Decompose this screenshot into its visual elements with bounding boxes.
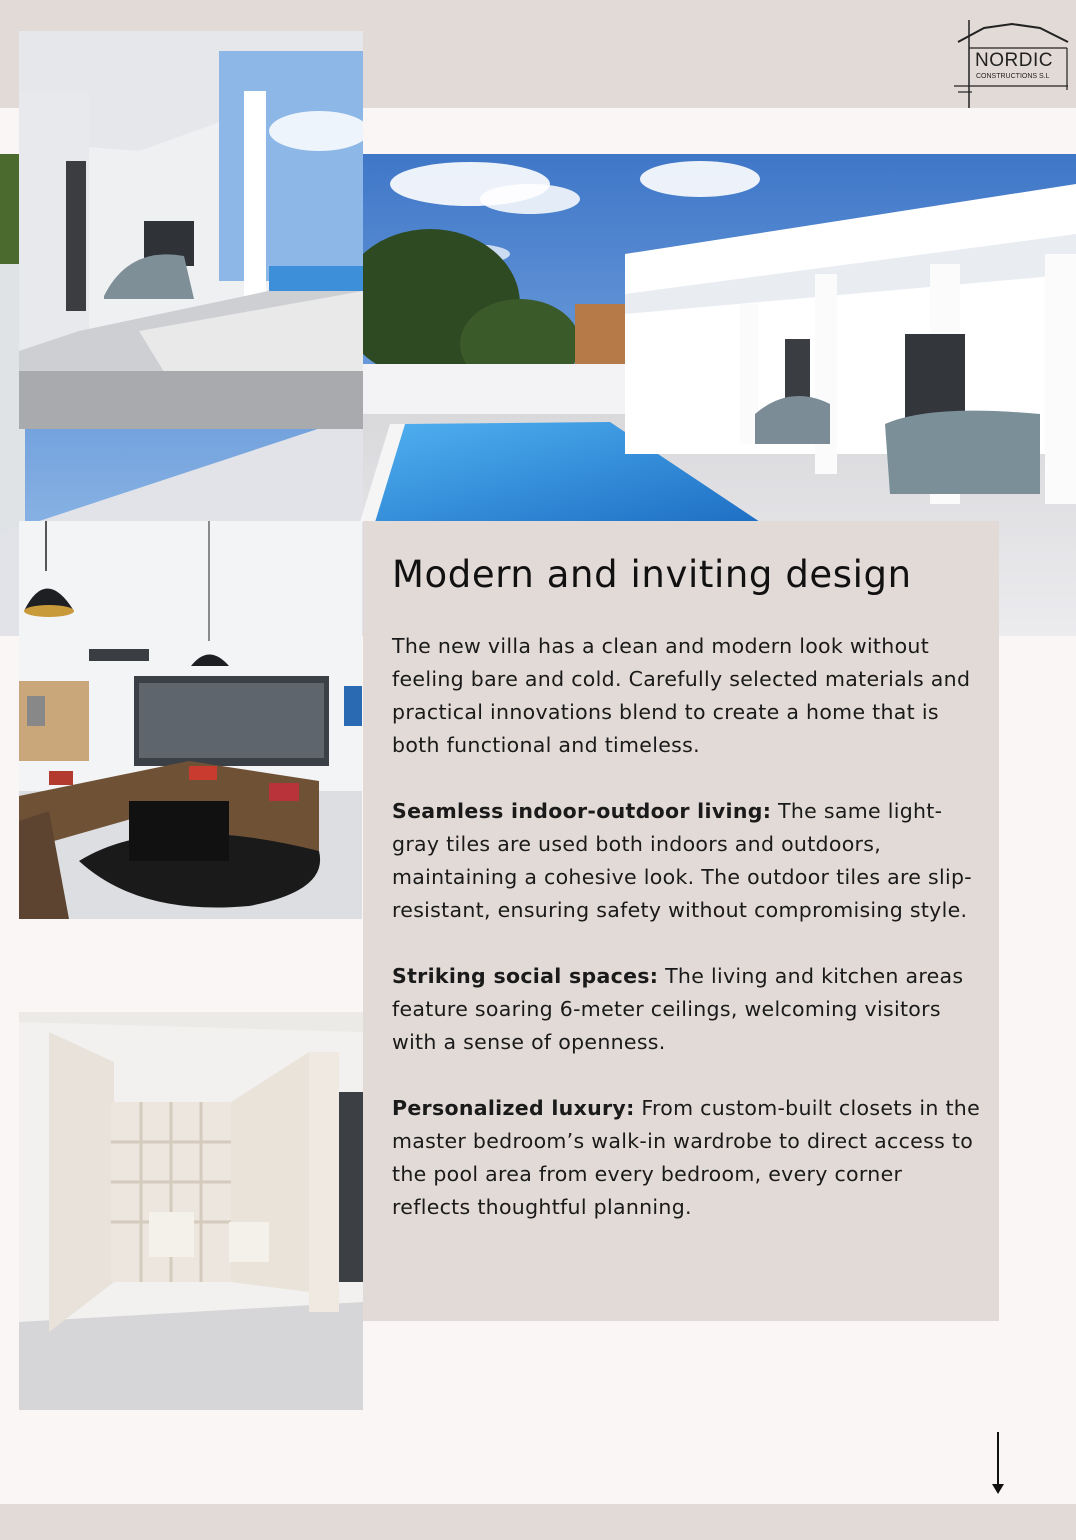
section-heading: Modern and inviting design — [392, 553, 912, 596]
text-panel — [363, 521, 999, 1321]
feature-label: Seamless indoor-outdoor living: — [392, 799, 772, 824]
logo-subtitle: CONSTRUCTIONS S.L — [976, 73, 1050, 80]
feature-indoor-outdoor — [392, 795, 982, 927]
nordic-logo — [952, 18, 1072, 114]
feature-text: From custom-built closets in the master bedroom’s walk-in wardrobe to direct access to the pool area from every bedroom, every corner reflects thoughtful planning. — [392, 1096, 981, 1220]
photo-walk-in-wardrobe — [19, 1012, 363, 1410]
feature-label: Striking social spaces: — [392, 964, 659, 989]
intro-paragraph: The new villa has a clean and modern look without feeling bare and cold. Carefully selected materials and practical innovations blend to create a home that is both functional and timeless. — [392, 634, 971, 758]
logo-wordmark: NORDIC — [975, 50, 1053, 71]
feature-text: The same light-gray tiles are used both indoors and outdoors, maintaining a cohesive look. The outdoor tiles are slip-resistant, ensuring safety without compromising style. — [392, 799, 972, 923]
feature-social-spaces — [392, 960, 982, 1059]
photo-porch-corridor — [19, 31, 363, 429]
bottom-band — [0, 1504, 1076, 1540]
arrow-down-icon — [988, 1430, 1008, 1496]
feature-text: The living and kitchen areas feature soaring 6-meter ceilings, welcoming visitors with a sense of openness. — [392, 964, 964, 1055]
feature-label: Personalized luxury: — [392, 1096, 635, 1121]
photo-living-room — [19, 521, 362, 919]
feature-personalized-luxury — [392, 1092, 982, 1224]
